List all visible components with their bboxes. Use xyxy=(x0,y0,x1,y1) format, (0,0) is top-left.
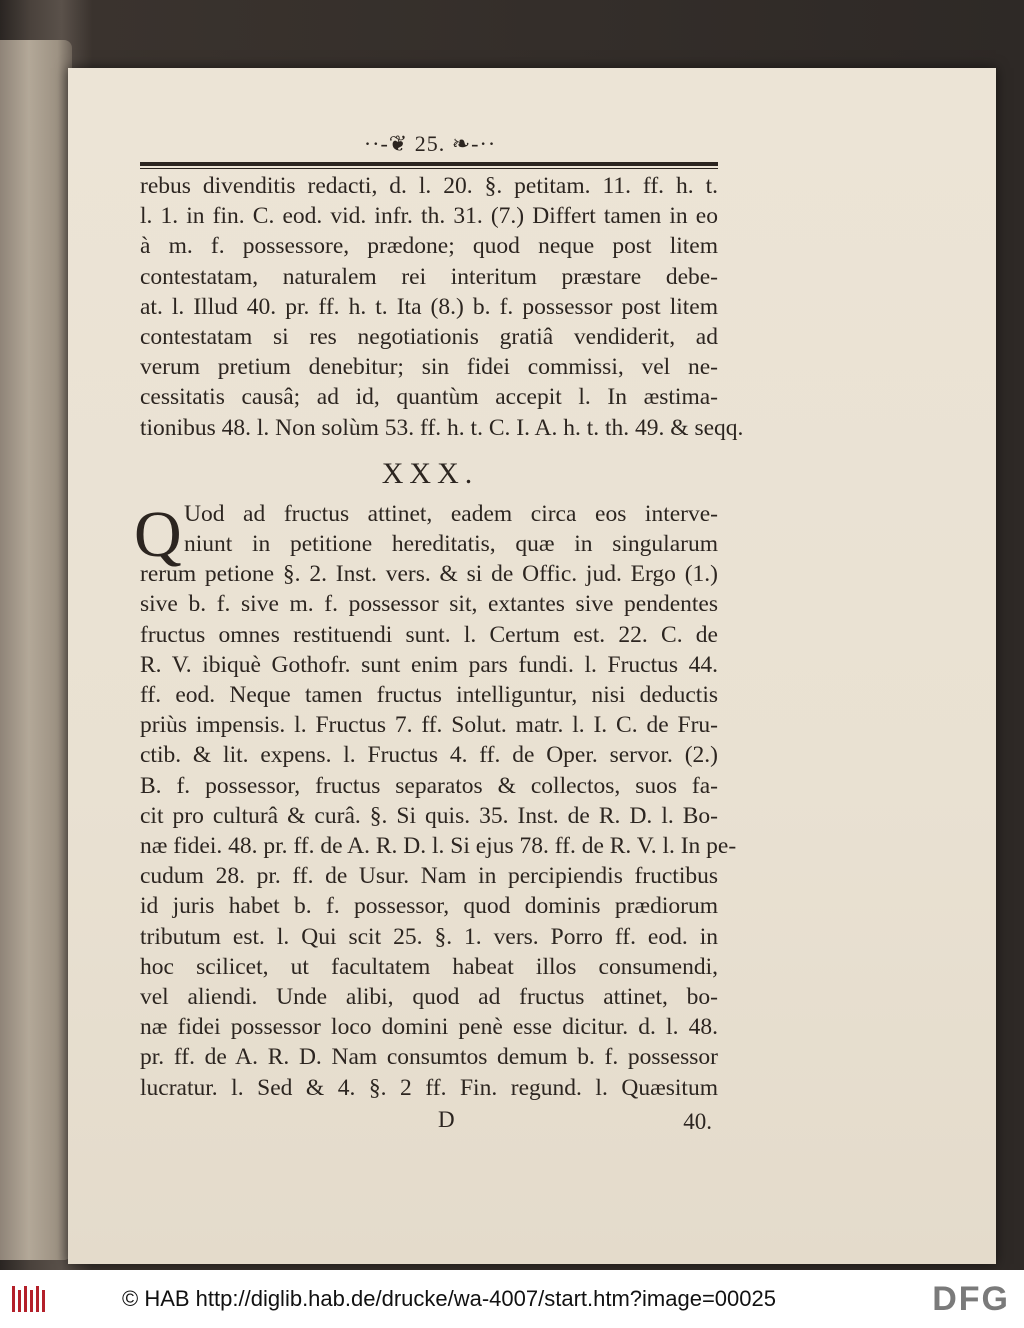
left-page-edge xyxy=(0,40,72,1260)
text-line: rebus divenditis redacti, d. l. 20. §. petitam. 11. ff. h. t. xyxy=(140,173,718,199)
text-line: contestatam, naturalem rei interitum præstare debe- xyxy=(140,263,718,290)
text-line: vel aliendi. Unde alibi, quod ad fructus attinet, bo- xyxy=(140,984,718,1011)
hab-logo-icon[interactable] xyxy=(10,1282,50,1316)
text-line: contestatam si res negotiationis gratiâ vendiderit, ad xyxy=(140,324,718,351)
text-line: cit pro culturâ & curâ. §. Si quis. 35. Inst. de R. D. l. Bo- xyxy=(140,802,718,829)
catchword: 40. xyxy=(683,1108,712,1134)
text-line: cudum 28. pr. ff. de Usur. Nam in percipiendis fructibus xyxy=(140,863,718,890)
section-paragraph xyxy=(134,497,737,1103)
text-line: at. l. Illud 40. pr. ff. h. t. Ita (8.) b. f. possessor post litem xyxy=(140,293,718,320)
text-line: niunt in petitione hereditatis, quæ in singularum xyxy=(184,531,718,558)
copyright-link[interactable]: © HAB http://diglib.hab.de/drucke/wa-4007/start.htm?image=00025 xyxy=(122,1286,776,1311)
text-line: lucratur. l. Sed & 4. §. 2 ff. Fin. regund. l. Quæsitum xyxy=(140,1074,718,1101)
text-line: pr. ff. de A. R. D. Nam consumtos demum b. f. possessor xyxy=(140,1044,718,1071)
text-line-content: Uod ad fructus attinet, eadem circa eos interve- xyxy=(184,500,718,527)
text-line: à m. f. possessore, prædone; quod neque post litem xyxy=(140,233,718,260)
text-line: næ fidei possessor loco domini penè esse dicitur. d. l. 48. xyxy=(140,1014,718,1041)
header-rule xyxy=(140,162,718,169)
page-text xyxy=(134,126,744,1137)
text-line: R. V. ibiquè Gothofr. sunt enim pars fundi. l. Fructus 44. xyxy=(140,651,718,678)
text-line: tributum est. l. Qui scit 25. §. 1. vers. Porro ff. eod. in xyxy=(140,923,718,950)
text-line: rerum petione §. 2. Inst. vers. & si de Offic. jud. Ergo (1.) xyxy=(140,561,718,588)
drop-cap: Q xyxy=(134,497,182,571)
page-footer xyxy=(140,1103,718,1137)
text-line: tionibus 48. l. Non solùm 53. ff. h. t. C. I. A. h. t. th. 49. & seqq. xyxy=(140,414,744,441)
text-line: cessitatis causâ; ad id, quantùm accepit l. In æstima- xyxy=(140,384,718,411)
top-paragraph xyxy=(140,171,744,443)
text-line: priùs impensis. l. Fructus 7. ff. Solut. matr. l. I. C. de Fru- xyxy=(140,712,718,739)
text-line: B. f. possessor, fructus separatos & collectos, suos fa- xyxy=(140,772,718,799)
text-line: id juris habet b. f. possessor, quod dominis prædiorum xyxy=(140,893,718,920)
text-line: verum pretium denebitur; sin fidei commissi, vel ne- xyxy=(140,354,718,381)
text-line: sive b. f. sive m. f. possessor sit, extantes sive pendentes xyxy=(140,591,718,618)
signature-mark: D xyxy=(438,1106,455,1132)
section-heading: XXX. xyxy=(381,456,479,490)
text-line: fructus omnes restituendi sunt. l. Certum est. 22. C. de xyxy=(140,621,718,648)
viewer-footer-bar xyxy=(0,1270,1024,1328)
text-line: ctib. & lit. expens. l. Fructus 4. ff. de Oper. servor. (2.) xyxy=(140,742,718,769)
text-line: hoc scilicet, ut facultatem habeat illos consumendi, xyxy=(140,953,718,980)
text-line: l. 1. in fin. C. eod. vid. infr. th. 31. (7.) Differt tamen in eo xyxy=(140,203,718,230)
page-header: ··-❦ 25. ❧-·· xyxy=(363,131,497,156)
text-line: næ fidei. 48. pr. ff. de A. R. D. l. Si ejus 78. ff. de R. V. l. In pe- xyxy=(140,833,737,860)
dfg-logo[interactable]: DFG xyxy=(932,1280,1010,1318)
text-line: ff. eod. Neque tamen fructus intelliguntur, nisi deductis xyxy=(140,682,718,709)
